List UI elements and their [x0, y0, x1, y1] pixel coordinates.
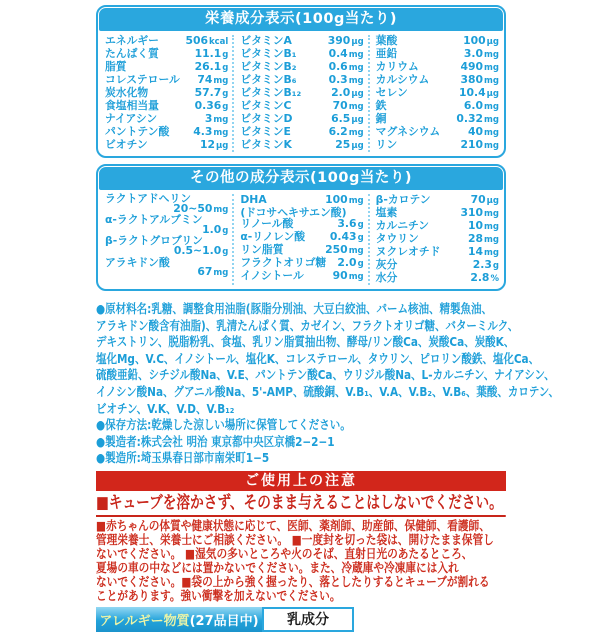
component-label: β-ラクトグロブリン [105, 234, 203, 248]
nutrient-value: 25 [335, 138, 351, 151]
nutrient-label: 葉酸 [375, 34, 398, 47]
nutrient-value: 100 [463, 34, 486, 47]
component-unit: mg [484, 248, 499, 258]
allergy-substances-label: アレルギー物質 [99, 613, 190, 629]
caution-text-line: ■赤ちゃんの体質や健康状態に応じて、医師、薬剤師、助産師、保健師、看護師、 [96, 517, 490, 533]
component-unit: mg [484, 222, 499, 232]
caution-headline: ■キューブを溶かさず、そのまま与えることはしないでください。 [96, 493, 506, 517]
other-components-title: その他の成分表示(100g当たり) [99, 167, 503, 190]
component-unit: g [492, 261, 499, 271]
nutrient-label: カリウム [375, 60, 419, 73]
nutrition-facts-table [96, 5, 506, 158]
info-line: ●製造所:埼玉県春日部市南栄町1−5 [96, 450, 270, 466]
allergy-bar [96, 607, 506, 632]
component-unit: mg [484, 209, 499, 219]
component-row [376, 272, 499, 285]
component-label: リノール酸 [240, 217, 294, 230]
nutrient-label: ナイアシン [105, 112, 158, 125]
nutrient-label: コレステロール [105, 73, 180, 86]
nutrient-label: エネルギー [105, 34, 159, 47]
caution-text-section [96, 519, 506, 603]
component-value: 0.5~1.0 [173, 243, 222, 257]
other-components-body [98, 191, 504, 289]
info-line: ●原材料名:乳糖、調整食用油脂(豚脂分別油、大豆白絞油、パーム核油、精製魚油、 [96, 301, 492, 316]
component-label: ラクトアドヘリン [105, 192, 192, 205]
info-line: アラキドン酸含有油脂)、乳清たんぱく質、カゼイン、フラクトオリゴ糖、バターミルク、 [96, 317, 519, 333]
component-value: 90 [332, 269, 348, 282]
component-unit: mg [348, 272, 364, 282]
component-unit: g [357, 220, 364, 230]
component-label: α-ラクトアルブミン [105, 213, 203, 227]
component-row [240, 270, 363, 283]
caution-text-line: ことがあります。強い衝撃を加えないでください。 [96, 587, 341, 603]
component-unit: µg [486, 196, 499, 206]
nutrient-unit: mg [484, 102, 499, 112]
nutrient-value: 74 [197, 73, 213, 86]
nutrient-value: 0.4 [328, 47, 348, 60]
info-line: イノシン酸Na、グアニル酸Na、5'-AMP、硫酸銅、V.B₁、V.A、V.B₂、V.B₆、葉酸、カロテン、 [96, 383, 559, 399]
nutrient-unit: mg [213, 128, 229, 138]
component-label: リン脂質 [240, 243, 284, 256]
nutrient-value: 490 [460, 60, 484, 73]
caution-text-line: ないでください。 ■湿気の多いところや火のそば、直射日光のあたるところ、 [96, 545, 473, 561]
nutrient-value: 2.0 [331, 86, 351, 99]
component-unit: mg [484, 235, 499, 245]
component-value: 67 [197, 265, 213, 279]
nutrient-value: 40 [468, 125, 484, 138]
nutrition-column-1 [99, 35, 232, 152]
component-unit: mg [213, 268, 229, 279]
nutrient-unit: kcal [208, 37, 229, 47]
allergy-items-count: (27品目中) [189, 613, 259, 629]
component-unit: g [357, 233, 364, 243]
nutrient-label: 脂質 [105, 60, 127, 73]
nutrient-label: ビタミンE [240, 125, 291, 138]
nutrient-unit: µg [351, 89, 364, 99]
component-label: ヌクレオチド [375, 245, 441, 258]
nutrient-unit: mg [213, 76, 229, 86]
info-line: ●製造者:株式会社 明治 東京都中央区京橋2−2−1 [96, 433, 335, 449]
nutrient-value: 6.5 [331, 112, 351, 125]
component-value: 3.6 [337, 217, 357, 230]
component-value: 14 [468, 245, 484, 258]
component-unit: mg [348, 196, 364, 206]
nutrient-label: 亜鉛 [375, 47, 398, 60]
nutrient-value: 6.2 [328, 125, 348, 138]
nutrient-unit: mg [348, 128, 364, 138]
nutrient-value: 0.6 [328, 60, 348, 73]
nutrient-value: 506 [185, 34, 208, 47]
nutrient-label: マグネシウム [375, 125, 441, 138]
nutrient-row [105, 139, 228, 152]
nutrition-facts-body [98, 32, 504, 156]
nutrient-value: 3.0 [463, 47, 484, 60]
nutrient-label: ビタミンB₂ [240, 60, 297, 73]
component-unit: % [490, 274, 499, 284]
component-value: 1.0 [202, 222, 222, 236]
nutrient-unit: mg [484, 141, 499, 151]
nutrient-value: 0.36 [194, 99, 222, 112]
component-label: イノシトール [240, 269, 304, 282]
other-column-3 [368, 194, 503, 285]
nutrient-unit: µg [486, 37, 499, 47]
component-value: 10 [468, 219, 484, 232]
nutrient-value: 390 [327, 34, 351, 47]
nutrient-unit: g [222, 63, 229, 73]
allergy-value-box: 乳成分 [262, 607, 354, 632]
nutrient-value: 210 [460, 138, 484, 151]
component-unit: g [222, 225, 229, 236]
component-label: 灰分 [375, 258, 398, 271]
nutrient-unit: µg [351, 141, 364, 151]
component-label: 水分 [375, 271, 398, 284]
component-unit: mg [213, 204, 229, 215]
component-label: α-リノレン酸 [240, 230, 306, 243]
nutrient-unit: µg [486, 89, 499, 99]
nutrient-label: ビタミンC [240, 99, 292, 112]
allergy-label-box [96, 607, 262, 632]
nutrient-label: ビタミンA [240, 34, 292, 47]
nutrient-value: 6.0 [463, 99, 484, 112]
nutrient-unit: µg [215, 141, 229, 151]
nutrient-value: 10.4 [459, 86, 486, 99]
nutrient-unit: µg [351, 115, 364, 125]
nutrient-value: 0.32 [456, 112, 484, 125]
other-column-1 [99, 194, 232, 285]
nutrient-row [240, 139, 363, 152]
component-row [105, 267, 228, 279]
nutrient-label: ビオチン [105, 138, 148, 151]
component-unit: mg [348, 246, 364, 256]
component-value: 2.3 [472, 258, 492, 271]
nutrient-label: 銅 [375, 112, 387, 125]
component-label: タウリン [375, 232, 419, 245]
nutrient-unit: µg [351, 37, 364, 47]
info-line: 硫酸亜鉛、シチジル酸Na、V.E、パントテン酸Ca、ウリジル酸Na、L-カルニチン、ナイアシン、 [96, 367, 555, 383]
nutrient-value: 3 [204, 112, 213, 125]
nutrient-unit: mg [484, 50, 499, 60]
component-value: 100 [325, 193, 348, 206]
component-value: 2.0 [337, 256, 357, 269]
component-value: 70 [470, 193, 486, 206]
nutrition-facts-title: 栄養成分表示(100g当たり) [99, 8, 503, 31]
info-line: ビオチン、V.K、V.D、V.B₁₂ [96, 400, 235, 416]
nutrient-value: 4.3 [193, 125, 213, 138]
nutrient-label: ビタミンB₆ [240, 73, 297, 86]
nutrient-unit: g [222, 89, 229, 99]
nutrient-value: 11.1 [194, 47, 222, 60]
nutrient-unit: g [222, 102, 229, 112]
nutrient-unit: mg [348, 76, 364, 86]
component-value: 310 [460, 206, 484, 219]
nutrient-unit: mg [213, 115, 229, 125]
component-value: 20~50 [173, 201, 213, 215]
nutrient-label: リン [375, 138, 398, 151]
nutrition-column-3 [368, 35, 503, 152]
nutrient-label: たんぱく質 [105, 47, 159, 60]
nutrient-label: 炭水化物 [105, 86, 149, 99]
nutrient-value: 57.7 [194, 86, 222, 99]
component-label: (ドコサヘキサエン酸) [240, 206, 347, 219]
component-label: DHA [240, 193, 267, 206]
other-components-table [96, 164, 506, 291]
nutrient-label: ビタミンB₁₂ [240, 86, 302, 99]
nutrient-unit: mg [484, 76, 499, 86]
nutrient-unit: g [222, 50, 229, 60]
caution-title-bar: ご使用上の注意 [96, 471, 506, 491]
component-label: アラキドン酸 [105, 255, 170, 269]
component-unit: g [222, 246, 229, 257]
nutrient-value: 26.1 [194, 60, 222, 73]
nutrient-label: ビタミンK [240, 138, 292, 151]
info-line: デキストリン、脱脂粉乳、食塩、乳リン脂質抽出物、酵母/リン酸Ca、炭酸Ca、炭酸K、 [96, 334, 515, 350]
component-label: 塩素 [375, 206, 398, 219]
nutrient-unit: mg [348, 102, 364, 112]
component-value: 2.8 [470, 271, 490, 284]
info-line: ●保存方法:乾燥した涼しい場所に保管してください。 [96, 417, 351, 433]
component-value: 0.43 [329, 230, 357, 243]
component-label: フラクトオリゴ糖 [240, 256, 327, 269]
nutrient-row [376, 139, 499, 152]
nutrient-label: カルシウム [375, 73, 430, 86]
caution-text-line: ないでください。■袋の上から強く握ったり、落としたりするとキューブが割れる [96, 573, 490, 589]
ingredients-and-manufacturer-section [96, 301, 559, 467]
component-unit: g [357, 259, 364, 269]
nutrition-column-2 [232, 35, 367, 152]
nutrient-unit: mg [484, 128, 499, 138]
nutrient-label: ビタミンB₁ [240, 47, 297, 60]
caution-text-line: 管理栄養士、栄養士にご相談ください。 ■一度封を切った袋は、開けたまま保管し [96, 531, 494, 547]
component-value: 28 [468, 232, 484, 245]
info-line: 塩化Mg、V.C、イノシトール、塩化K、コレステロール、タウリン、ピロリン酸鉄、塩化Ca、 [96, 350, 540, 366]
component-label: β-カロテン [375, 193, 431, 206]
nutrient-unit: mg [484, 115, 499, 125]
nutrient-value: 70 [332, 99, 348, 112]
nutrient-label: 食塩相当量 [105, 99, 159, 112]
nutrient-label: ビタミンD [240, 112, 293, 125]
nutrient-value: 0.3 [328, 73, 348, 86]
component-label: カルニチン [375, 219, 430, 232]
nutrient-unit: mg [348, 63, 364, 73]
label-content [96, 5, 559, 632]
nutrient-label: セレン [375, 86, 408, 99]
nutrient-label: パントテン酸 [105, 125, 170, 138]
other-column-2 [232, 194, 367, 285]
nutrient-value: 12 [199, 138, 215, 151]
caution-text-line: 夏場の車の中などには置かないでください。また、冷蔵庫や冷凍庫には入れ [96, 559, 459, 575]
nutrient-unit: mg [484, 63, 499, 73]
nutrient-value: 380 [460, 73, 484, 86]
nutrient-unit: mg [348, 50, 364, 60]
component-value: 250 [325, 243, 348, 256]
nutrient-label: 鉄 [375, 99, 387, 112]
